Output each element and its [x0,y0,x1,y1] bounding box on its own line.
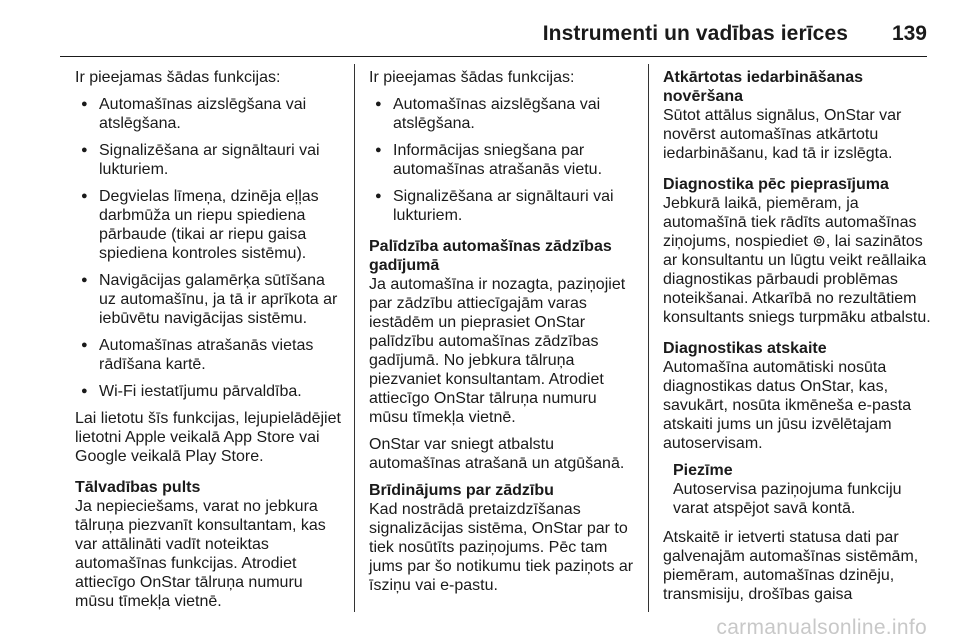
section-text-remote-control: Ja nepieciešams, varat no jebkura tālruņa piezvanīt konsultantam, kas var attālināti vadīt noteiktas automašīnas funkcijas. Atrodiet attiecīgo OnStar tālruņa numuru mūsu tīmekļa vietnē. [75,498,326,610]
heading-diagnostics-report: Diagnostikas atskaite [663,340,827,357]
section-heading-theft-assistance: Palīdzība automašīnas zādzības gadījumā [369,238,612,274]
app-download-text: Lai lietotu šīs funkcijas, lejupielādējiet lietotni Apple veikalā App Store vai Google veikalā Play Store. [75,410,341,465]
header-divider [60,56,927,57]
watermark-text: carmanualsonline.info [716,616,927,639]
note-text: Autoservisa paziņojuma funkciju varat atspējot savā kontā. [673,481,902,517]
column-divider-right [648,64,649,612]
list-item: ● Signalizēšana ar signāltauri vai lukturiem. [369,187,639,225]
heading-restart-prevention: Atkārtotas iedarbināšanas novēršana [663,69,864,105]
section-heading-remote-control: Tālvadības pults [75,479,201,496]
list-item: ● Navigācijas galamērķa sūtīšana uz automašīnu, ja tā ir aprīkota ar iebūvētu navigācijas sistēmu. [75,271,345,328]
recovery-text: OnStar var sniegt atbalstu automašīnas atrašanā un atgūšanā. [369,436,625,472]
text-diagnostics-on-demand: Jebkurā laikā, piemēram, ja automašīnā tiek rādīts automašīnas ziņojums, nospiediet ⊚, lai sazinātos ar konsultantu un lūgtu veikt reāllaika diagnostikas pārbaudi problēmas noteikšanai. Atkarībā no rezultātiem konsultants sniegs turpmāku atbalstu. [663,195,931,326]
column-middle [369,68,639,603]
page-number: 139 [891,22,927,45]
chapter-title: Instrumenti un vadības ierīces [542,22,848,45]
list-item: ● Informācijas sniegšana par automašīnas atrašanās vietu. [369,141,639,179]
feature-list [369,95,639,225]
heading-diagnostics-on-demand: Diagnostika pēc pieprasījuma [663,176,889,193]
list-item: ● Signalizēšana ar signāltauri vai lukturiem. [75,141,345,179]
page-header [0,22,960,58]
column-left [75,68,345,619]
sub-text-theft-alert: Kad nostrādā pretaizdzīšanas signalizācijas sistēma, OnStar par to tiek nosūtīts paziņojums. Pēc tam jums par šo notikumu tiek paziņots ar īsziņu vai e-pastu. [369,501,634,594]
list-item: ● Automašīnas aizslēgšana vai atslēgšana. [369,95,639,133]
intro-text: Ir pieejamas šādas funkcijas: [369,69,575,86]
text-report-contents: Atskaitē ir ietverti statusa dati par galvenajām automašīnas sistēmām, piemēram, automašīnas dzinēju, transmisiju, drošības gaisa [663,529,919,603]
feature-list [75,95,345,401]
list-item: ● Degvielas līmeņa, dzinēja eļļas darbmūža un riepu spiediena pārbaude (tikai ar riepu gaisa spiediena kontroles sistēmu). [75,187,345,263]
list-item: ● Automašīnas atrašanās vietas rādīšana kartē. [75,336,345,374]
list-item: ● Automašīnas aizslēgšana vai atslēgšana. [75,95,345,133]
text-diagnostics-report: Automašīna automātiski nosūta diagnostikas datus OnStar, kas, savukārt, nosūta ikmēneša e-pasta atskaiti jums un jūsu izvēlētajam autoservisam. [663,359,912,452]
column-divider-left [354,64,355,612]
note-box [663,461,933,518]
section-text-theft-assistance: Ja automašīna ir nozagta, paziņojiet par zādzību attiecīgajām varas iestādēm un pieprasiet OnStar palīdzību automašīnas zādzības gadījumā. No jebkura tālruņa piezvaniet konsultantam. Atrodiet attiecīgo OnStar tālruņa numuru mūsu tīmekļa vietnē. [369,276,626,426]
column-right [663,68,933,612]
note-heading: Piezīme [673,462,733,479]
intro-text: Ir pieejamas šādas funkcijas: [75,69,281,86]
list-item: ● Wi-Fi iestatījumu pārvaldība. [75,382,345,401]
text-restart-prevention: Sūtot attālus signālus, OnStar var novērst automašīnas atkārtotu iedarbināšanu, kad tā ir izslēgta. [663,107,902,162]
sub-heading-theft-alert: Brīdinājums par zādzību [369,482,554,499]
